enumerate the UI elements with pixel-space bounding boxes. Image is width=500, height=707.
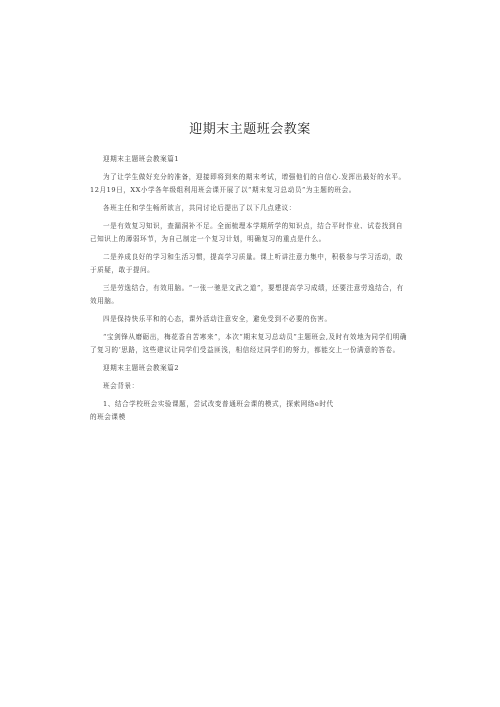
section-heading-2: 迎期末主题班会教案篇2 [103,364,180,372]
document-body [90,153,410,429]
paragraph-suggestion-1: 一是有效复习知识，查漏洞补不足。全面梳理本学期所学的知识点，结合平时作业、试卷找到自己知识上的薄弱环节，为自己制定一个复习计划，明确复习的重点是什么。 [90,222,404,243]
paragraph-suggestion-4: 四是保持快乐平和的心态，课外活动注意安全，避免受到不必要的伤害。 [103,315,332,323]
paragraph-suggestion-3: 三是劳逸结合，有效用脑。“一张一驰是文武之道”，要想提高学习成绩，还要注意劳逸结合，有效用脑。 [90,284,404,305]
section-heading-1: 迎期末主题班会教案篇1 [103,155,180,163]
paragraph-conclusion: “宝剑锋从磨砺出，梅花香自苦寒来”，本次“期末复习总动员”主题班会,及时有效地为同学们明确了复习的‘思路，这些建议让同学们受益匪浅，相信经过同学们的努力，都能交上一份满意的答卷。 [90,333,408,354]
paragraph-background-label: 班会背景： [103,382,139,390]
paragraph-background-1-cont: 的班会课模 [90,413,126,421]
document-title: 迎期末主题班会教案 [189,122,311,137]
paragraph-background-1: 1、结合学校班会实验课题，尝试改变普通班会课的模式，探索网络e时代 [103,400,334,408]
paragraph-suggestions-intro: 各班主任和学生畅所欲言，共同讨论后提出了以下几点建议： [103,204,296,212]
paragraph-suggestion-2: 二是养成良好的学习和生活习惯，提高学习质量。课上听讲注意力集中，积极参与学习活动，敢于质疑，敢于提问。 [90,253,404,274]
paragraph-intro: 为了让学生做好充分的准备，迎接即将到来的期末考试，增强他们的自信心.发挥出最好的水平。12月19日，XX小学各年级组利用班会课开展了以“期末复习总动员”为主题的班会。 [90,173,406,194]
